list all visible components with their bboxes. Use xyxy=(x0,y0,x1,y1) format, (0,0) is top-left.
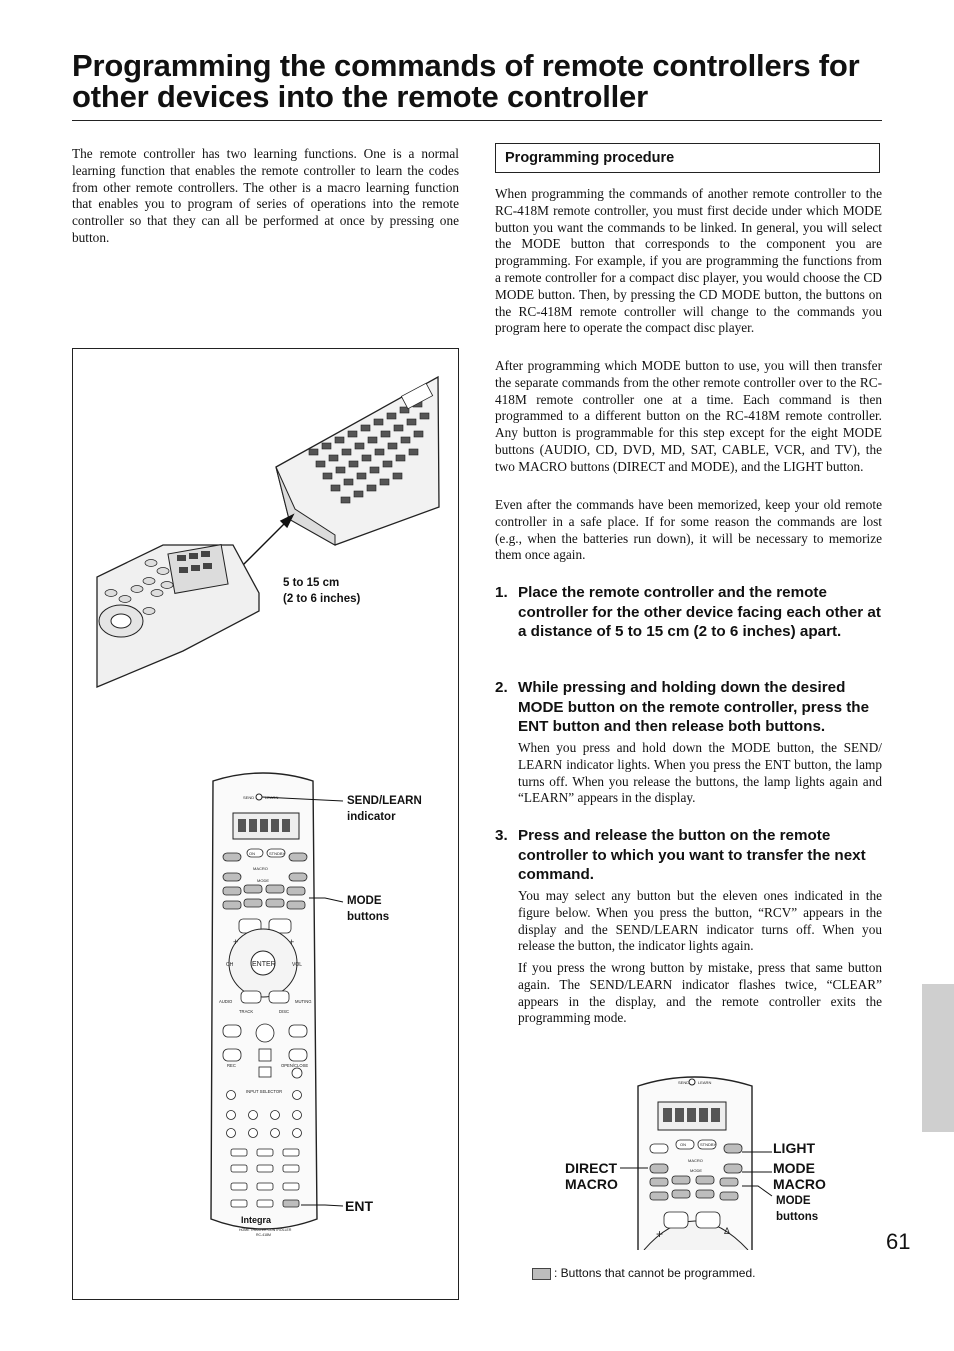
step-2-body: When you press and hold down the MODE button, the SEND/ LEARN indicator lights. When you press the ENT button, the lamp turns off. When you release the buttons, the lamp lights again and “LEARN” appears in the display. xyxy=(518,740,882,806)
step-2: 2. While pressing and holding down the desired MODE button on the remote controller, press the ENT button and then release both buttons. xyxy=(495,678,882,737)
brand-logo: Integra xyxy=(241,1215,272,1225)
step-2-title: While pressing and holding down the desired MODE button on the remote controller, press the ENT button and then release both buttons. xyxy=(518,679,870,735)
ent-callout: ENT xyxy=(345,1198,373,1214)
svg-text:+: + xyxy=(656,1227,664,1241)
procedure-paragraph-3: Even after the commands have been memorized, keep your old remote controller in a safe place. If for some reason the commands are lost (e.g., when the batteries run down), it will be necessary to memorize them once again. xyxy=(495,497,882,563)
svg-text:+: + xyxy=(233,937,239,947)
open-close-label: OPEN/CLOSE xyxy=(281,1063,309,1068)
procedure-paragraph-2: After programming which MODE button to use, you will then transfer the separate commands from the other remote controller over to the RC-418M remote controller one at a time. Each command is then programmed to a different button on the RC-418M remote controller. Any button is programmable for this step except for the eight MODE buttons (AUDIO, CD, DVD, MD, SAT, CABLE, VCR, and TV), the two MACRO buttons (DIRECT and MODE), and the LIGHT button. xyxy=(495,358,882,474)
rc418m-angled-illustration xyxy=(97,545,259,687)
distance-label: 5 to 15 cm (2 to 6 inches) xyxy=(283,577,361,605)
step-3-body-2: If you press the wrong button by mistake, press that same button again. The SEND/LEARN indicator flashes twice, “CLEAR” appears in the display, and the remote controller exits the programming mode. xyxy=(518,960,882,1026)
on-label: ON xyxy=(249,851,255,856)
page-number: 61 xyxy=(886,1229,911,1254)
standby-label: STNDBY xyxy=(269,851,286,856)
mode-buttons-callout-right: MODE buttons xyxy=(776,1195,819,1223)
intro-text: The remote controller has two learning functions. One is a normal learning function that enables the remote controller to learn the codes from other remote controllers. The other is a macro learning function that enables you to program of series of operations into the remote controller so that they can all be performed at once by pressing one button. xyxy=(72,146,459,245)
step-3-title: Press and release the button on the remote controller to which you want to transfer the next command. xyxy=(518,827,866,883)
send-learn-callout: SEND/LEARN indicator xyxy=(347,795,422,823)
rec-label: REC xyxy=(227,1063,236,1068)
other-remote-illustration xyxy=(276,377,439,545)
learning-illustration xyxy=(73,349,460,1301)
procedure-heading: Programming procedure xyxy=(495,143,880,173)
detail-standby-label: STNDBY xyxy=(700,1142,717,1147)
detail-on-label: ON xyxy=(680,1142,686,1147)
audio-label: AUDIO xyxy=(219,999,233,1004)
detail-learn-label: LEARN xyxy=(698,1080,712,1085)
right-callout-lines xyxy=(618,1140,778,1220)
mode-buttons-callout: MODE buttons xyxy=(347,895,390,923)
disc-label: DISC xyxy=(279,1009,290,1014)
mode-macro-callout: MODE MACRO xyxy=(773,1160,826,1192)
title-rule xyxy=(72,120,882,121)
svg-text:Δ: Δ xyxy=(724,1226,731,1236)
step-1-title: Place the remote controller and the remote controller for the other device facing each other at a distance of 5 to 15 cm (2 to 6 inches) apart. xyxy=(518,584,881,640)
model-line2: RC-418M xyxy=(256,1233,271,1237)
detail-macro-label: MACRO xyxy=(688,1158,703,1163)
send-label: SEND xyxy=(243,795,255,800)
track-label: TRACK xyxy=(239,1009,254,1014)
model-line1: HOME THEATER CONTROLLER xyxy=(239,1228,292,1232)
ch-label: CH xyxy=(226,962,234,968)
light-callout: LIGHT xyxy=(773,1140,815,1156)
mode-label: MODE xyxy=(257,878,269,883)
macro-label: MACRO xyxy=(253,866,268,871)
input-selector-label: INPUT SELECTOR xyxy=(246,1089,283,1094)
procedure-paragraph-1: When programming the commands of another remote controller to the RC-418M remote controller, you must first decide under which MODE button you want the commands to be linked. In general, you will select the MODE button that corresponds to the component you are programming. For example, if you are programming the functions from a remote controller for a compact disc player, you would choose the CD MODE button. Then, by pressing the CD MODE button, the buttons on the RC-418M remote controller will change to the commands you program here to operate the compact disc player. xyxy=(495,186,882,336)
vol-label: VOL xyxy=(292,962,303,968)
detail-mode-label: MODE xyxy=(690,1168,702,1173)
enter-label: ENTER xyxy=(252,961,276,968)
learning-figure xyxy=(72,348,459,1300)
side-tab xyxy=(922,984,954,1132)
step-1: 1. Place the remote controller and the remote controller for the other device facing each other at a distance of 5 to 15 cm (2 to 6 inches) apart. xyxy=(495,584,881,640)
step-3-body-1: You may select any button but the eleven ones indicated in the figure below. When you press the button, “RCV” appears in the display and the SEND/LEARN indicator turns off. When you release the button, the indicator lights again. xyxy=(518,888,882,954)
rc418m-front-illustration xyxy=(211,773,317,1237)
direct-macro-callout: DIRECT MACRO xyxy=(565,1160,618,1192)
svg-text:+: + xyxy=(289,937,295,947)
step-3: 3. Press and release the button on the remote controller to which you want to transfer the next command. xyxy=(495,826,882,885)
muting-label: MUTING xyxy=(295,999,312,1004)
legend-text: : Buttons that cannot be programmed. xyxy=(554,1266,756,1280)
page-title: Programming the commands of remote controllers for other devices into the remote controller xyxy=(72,48,860,114)
detail-send-label: SEND xyxy=(678,1080,690,1085)
learn-label: LEARN xyxy=(265,795,279,800)
legend-gray-swatch xyxy=(532,1268,551,1280)
intro-section xyxy=(72,146,459,247)
